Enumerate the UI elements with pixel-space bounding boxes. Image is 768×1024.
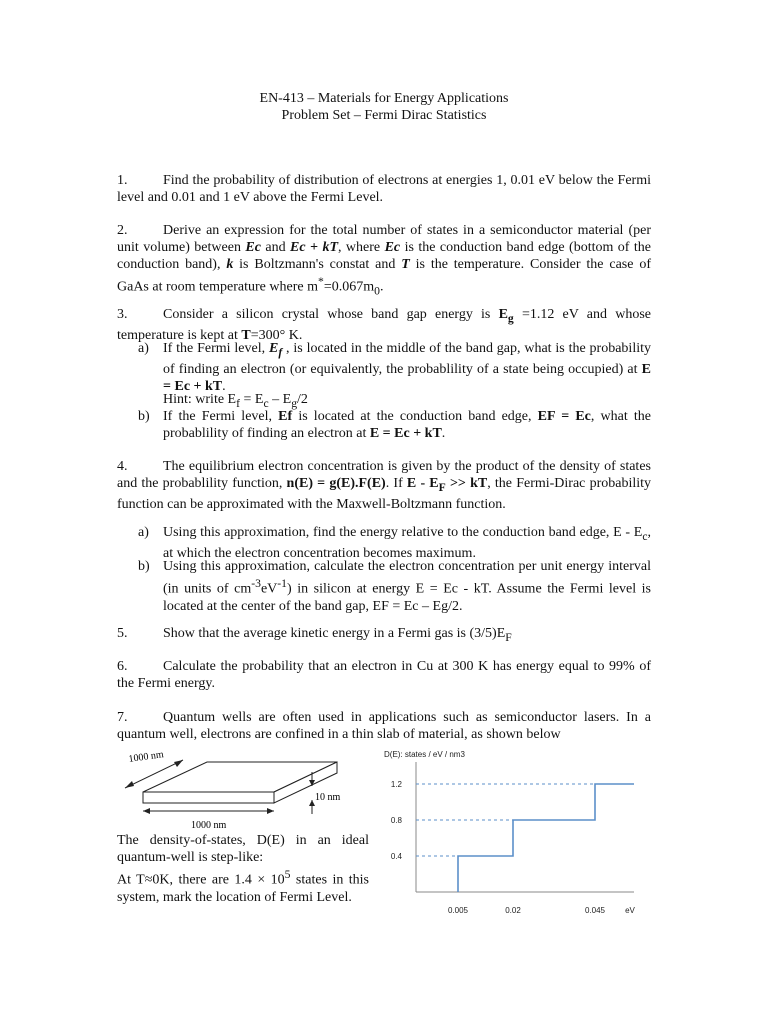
question-number: 7. — [117, 710, 128, 725]
question-text: The density-of-states, D(E) in an ideal quantum-well is step-like: — [117, 833, 369, 865]
question-text: Derive an expression for the total number of states in a semiconductor material (per unit volume) between — [117, 223, 651, 255]
length-label: 1000 nm — [191, 820, 227, 831]
term-t: T — [401, 257, 410, 272]
question-text: eV — [260, 581, 278, 597]
term-ec-kt: Ec + kT — [290, 240, 338, 255]
y-tick-label: 0.8 — [390, 816, 402, 825]
arrowhead — [174, 760, 183, 767]
superscript: * — [317, 275, 324, 288]
question-text: Using this approximation, find the energy relative to the conduction band edge, E - E — [163, 525, 643, 540]
arrowhead — [267, 808, 274, 814]
question-text: Consider a silicon crystal whose band gap energy is — [163, 307, 499, 322]
question-3 — [117, 306, 651, 344]
course-title: EN-413 – Materials for Energy Applications — [259, 91, 509, 106]
question-2 — [117, 222, 651, 299]
question-text: . — [222, 378, 226, 394]
term-t: T — [241, 327, 251, 343]
question-3b — [138, 408, 651, 442]
term-ec: Ec — [245, 240, 261, 255]
fermi-level-task — [117, 866, 369, 906]
hint-text: Hint: write E — [163, 392, 237, 407]
term-equation: >> kT — [445, 476, 488, 491]
question-text: . If — [385, 476, 407, 491]
question-text: Quantum wells are often used in applications such as semiconductor lasers. In a quantum well, electrons are confined in a thin slab of material, as shown below — [117, 710, 651, 742]
slab-front-face — [143, 792, 274, 803]
question-1 — [117, 172, 651, 206]
superscript: 5 — [284, 868, 291, 881]
question-text: Using this approximation, calculate the electron concentration per unit energy interval (in units of cm — [163, 559, 651, 597]
x-axis-label: eV — [625, 906, 635, 915]
hint-text: = E — [240, 392, 264, 407]
term-k: k — [226, 257, 234, 272]
item-label: b) — [138, 559, 150, 574]
question-text: =300° K. — [250, 327, 303, 343]
question-text: , is located in the middle of the band gap, what is the probability of finding an electron (or equivalently, the probablility of a state being occupied) at — [163, 341, 651, 377]
question-number: 1. — [117, 173, 128, 188]
superscript: -3 — [251, 577, 261, 590]
question-number: 6. — [117, 659, 128, 674]
question-text: is the temperature. Consider the case of GaAs at room temperature where m — [117, 257, 651, 295]
term-equation: n(E) = g(E).F(E) — [286, 476, 386, 491]
question-text: If the Fermi level, — [163, 341, 269, 356]
question-text: , where — [338, 240, 385, 255]
question-text: , at which the electron concentration becomes maximum. — [163, 525, 651, 561]
term-eg: E — [498, 307, 508, 322]
y-tick-label: 0.4 — [390, 852, 402, 861]
question-number: 3. — [117, 307, 128, 322]
x-tick-label: 0.02 — [505, 906, 521, 915]
question-4 — [117, 458, 651, 513]
question-text: . — [379, 279, 384, 295]
hint-text: /2 — [297, 392, 308, 407]
chart-plot-area — [391, 762, 636, 915]
question-text: is the conduction band edge (bottom of the conduction band), — [117, 240, 652, 272]
question-text: If the Fermi level, — [163, 409, 279, 424]
subscript: F — [438, 480, 446, 494]
width-label: 1000 nm — [127, 749, 165, 765]
question-number: 4. — [117, 459, 128, 474]
question-number: 2. — [117, 223, 128, 238]
question-4b — [138, 558, 651, 615]
subscript: c — [642, 529, 648, 543]
question-text: , the Fermi-Dirac probability function can be approximated with the Maxwell-Boltzmann function. — [117, 476, 652, 512]
term-equation: EF = Ec — [537, 409, 591, 424]
subscript: f — [278, 345, 283, 359]
question-text: At T≈0K, there are 1.4 × 10 — [117, 872, 285, 888]
term-ec: Ec — [384, 240, 401, 255]
question-text: ) in silicon at energy E = Ec - kT. Assume the Fermi level is located at the center of the band gap, EF = Ec – Eg/2. — [163, 581, 652, 614]
subscript: F — [505, 630, 512, 644]
arrowhead — [125, 781, 134, 788]
question-text: and — [260, 240, 291, 255]
question-6 — [117, 658, 651, 692]
question-text: . — [441, 426, 446, 441]
y-tick-label: 1.2 — [390, 780, 402, 789]
question-text: Find the probability of distribution of electrons at energies 1, 0.01 eV below the Fermi level and 0.01 and 1 eV above the Fermi Level. — [117, 173, 651, 205]
x-tick-label: 0.005 — [447, 906, 469, 915]
question-text: states in this system, mark the location of Fermi Level. — [117, 872, 369, 905]
question-text: The equilibrium electron concentration is given by the product of the density of states and the probablility function, — [117, 459, 651, 491]
subscript: g — [507, 311, 514, 325]
question-text: Show that the average kinetic energy in a Fermi gas is (3/5)E — [163, 626, 506, 641]
superscript: -1 — [277, 577, 287, 590]
term-ef: E — [268, 341, 279, 356]
question-text: , what the probablility of finding an electron at — [163, 409, 651, 441]
term-equation: E - E — [406, 476, 439, 491]
question-5 — [117, 625, 651, 646]
term-ef: Ef — [278, 409, 293, 424]
item-label: a) — [138, 341, 149, 356]
x-tick-label: 0.045 — [584, 906, 606, 915]
term-equation: E = Ec + kT — [163, 361, 651, 394]
question-text: is located at the conduction band edge, — [292, 409, 538, 424]
subscript: 0 — [374, 284, 380, 298]
subscript: c — [263, 396, 269, 410]
dos-description — [117, 832, 369, 866]
question-text: =1.12 eV and whose temperature is kept at — [117, 307, 651, 343]
question-4a — [138, 524, 651, 562]
hint-text: – E — [268, 392, 292, 407]
dos-step-line — [458, 784, 634, 892]
arrowhead — [143, 808, 150, 814]
thickness-label: 10 nm — [315, 792, 341, 803]
dos-step-chart — [372, 740, 662, 920]
subscript: f — [236, 396, 240, 410]
item-label: b) — [138, 409, 150, 424]
slab-diagram — [117, 748, 357, 833]
question-3a — [138, 340, 651, 395]
question-7 — [117, 709, 651, 743]
question-number: 5. — [117, 626, 128, 641]
subscript: g — [291, 396, 298, 410]
question-text: =0.067m — [323, 279, 375, 295]
term-equation: E = Ec + kT — [369, 426, 442, 441]
question-text: is Boltzmann's constat and — [233, 257, 402, 272]
item-label: a) — [138, 525, 149, 540]
chart-title: D(E): states / eV / nm3 — [384, 750, 465, 759]
question-text: Calculate the probability that an electron in Cu at 300 K has energy equal to 99% of the Fermi energy. — [117, 659, 651, 691]
problem-set-title: Problem Set – Fermi Dirac Statistics — [281, 108, 487, 123]
